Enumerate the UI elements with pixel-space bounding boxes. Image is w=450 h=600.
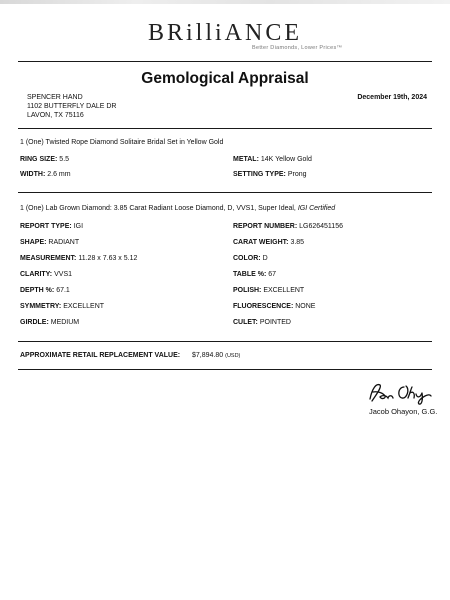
retail-value-amount: $7,894.80 [192, 352, 224, 359]
diamond-field [233, 238, 304, 247]
field-value: IGI [73, 223, 84, 230]
setting-type-row [233, 170, 307, 179]
field-label: FLUORESCENCE: [233, 303, 294, 310]
field-value: NONE [295, 303, 316, 310]
field-label: COLOR: [233, 255, 261, 262]
diamond-field [233, 222, 343, 231]
field-label: SHAPE: [20, 239, 47, 246]
divider-customer [18, 128, 432, 129]
field-value: POINTED [259, 319, 291, 326]
field-label: MEASUREMENT: [20, 255, 77, 262]
field-value: LG626451156 [299, 223, 343, 230]
diamond-field [20, 270, 72, 279]
field-value: MEDIUM [50, 319, 80, 326]
diamond-field [20, 318, 79, 327]
field-value: 3.85 [290, 239, 305, 246]
divider-top [18, 61, 432, 62]
diamond-field [20, 238, 79, 247]
width-label: WIDTH: [20, 171, 46, 178]
field-value: EXCELLENT [63, 303, 105, 310]
metal-row [233, 155, 312, 164]
diamond-field [233, 302, 315, 311]
field-label: REPORT NUMBER: [233, 223, 298, 230]
field-label: REPORT TYPE: [20, 223, 72, 230]
brand-tagline: Better Diamonds, Lower Prices™ [252, 45, 343, 51]
retail-value-label: APPROXIMATE RETAIL REPLACEMENT VALUE: [20, 352, 181, 359]
divider-setting [18, 192, 432, 193]
diamond-field [233, 318, 291, 327]
appraisal-date: December 19th, 2024 [357, 94, 427, 101]
retail-value-currency: (USD) [225, 353, 241, 359]
brand-name: BRilliANCE [147, 20, 303, 46]
field-label: CULET: [233, 319, 258, 326]
diamond-field [20, 302, 104, 311]
field-label: SYMMETRY: [20, 303, 62, 310]
field-value: 11.28 x 7.63 x 5.12 [78, 255, 138, 262]
customer-address-line1: 1102 BUTTERFLY DALE DR [27, 103, 117, 110]
setting-type-value: Prong [287, 171, 307, 178]
field-label: TABLE %: [233, 271, 267, 278]
ring-size-row [20, 155, 69, 164]
field-label: DEPTH %: [20, 287, 55, 294]
diamond-field [233, 286, 304, 295]
setting-type-label: SETTING TYPE: [233, 171, 286, 178]
metal-label: METAL: [233, 156, 259, 163]
appraiser-name: Jacob Ohayon, G.G. [369, 407, 438, 416]
field-value: RADIANT [48, 239, 80, 246]
diamond-description-text: 1 (One) Lab Grown Diamond: 3.85 Carat Radiant Loose Diamond, D, VVS1, Super Ideal, [20, 205, 298, 212]
divider-diamond [18, 341, 432, 342]
divider-retail [18, 369, 432, 370]
diamond-field [233, 270, 276, 279]
field-label: POLISH: [233, 287, 262, 294]
ring-size-value: 5.5 [59, 156, 70, 163]
field-value: D [262, 255, 268, 262]
diamond-field [233, 254, 268, 263]
field-value: 67.1 [56, 287, 70, 294]
diamond-field [20, 286, 70, 295]
field-value: VVS1 [54, 271, 73, 278]
field-label: GIRDLE: [20, 319, 49, 326]
appraiser-signature [364, 377, 444, 407]
setting-description: 1 (One) Twisted Rope Diamond Solitaire Bridal Set in Yellow Gold [20, 139, 224, 146]
scan-top-edge [0, 0, 450, 4]
field-label: CLARITY: [20, 271, 53, 278]
brand-logo [0, 20, 450, 46]
document-title: Gemological Appraisal [141, 70, 309, 87]
width-row [20, 170, 71, 179]
retail-value-amount-row [192, 351, 240, 361]
diamond-description [20, 204, 335, 213]
field-label: CARAT WEIGHT: [233, 239, 289, 246]
diamond-field [20, 254, 137, 263]
ring-size-label: RING SIZE: [20, 156, 58, 163]
field-value: EXCELLENT [263, 287, 305, 294]
customer-address-line2: LAVON, TX 75116 [27, 112, 84, 119]
width-value: 2.6 mm [47, 171, 71, 178]
diamond-field [20, 222, 83, 231]
diamond-certification: IGI Certified [297, 205, 336, 212]
customer-name: SPENCER HAND [27, 94, 83, 101]
retail-value-row [20, 351, 180, 360]
field-value: 67 [268, 271, 277, 278]
metal-value: 14K Yellow Gold [260, 156, 312, 163]
